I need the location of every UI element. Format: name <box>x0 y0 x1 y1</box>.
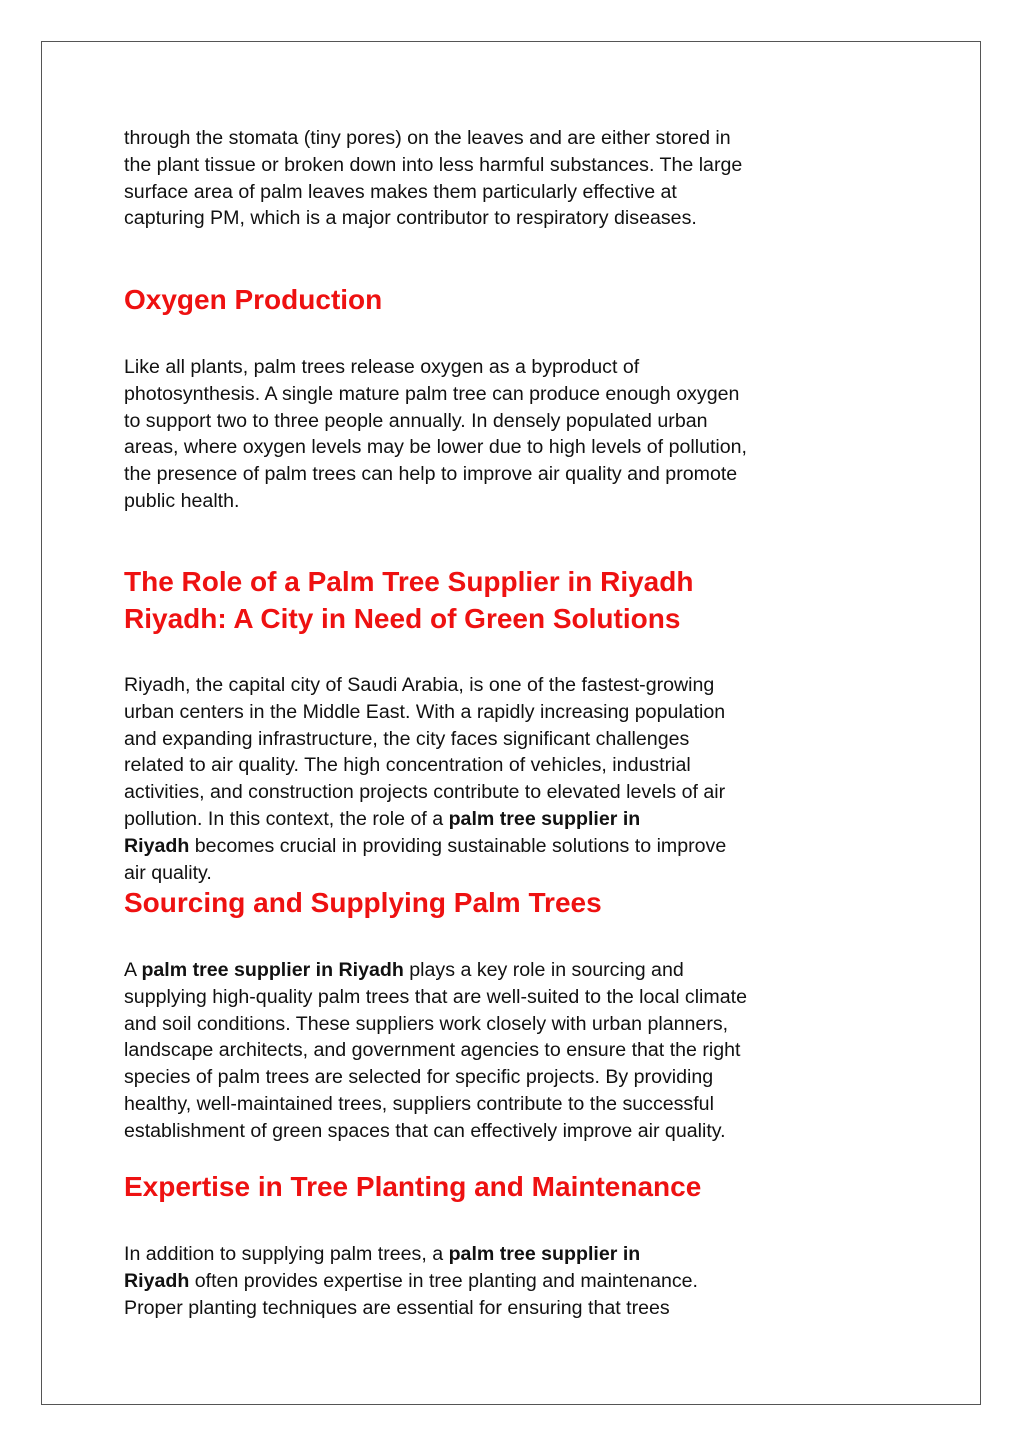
text-line: supplying high-quality palm trees that are well-suited to the local climate <box>124 985 747 1008</box>
text-line: the plant tissue or broken down into less harmful substances. The large <box>124 153 743 176</box>
text-line: species of palm trees are selected for specific projects. By providing <box>124 1066 714 1089</box>
text-line: public health. <box>124 489 240 512</box>
bold-keyword: palm tree supplier in <box>448 1243 641 1265</box>
text-line <box>124 1241 904 1268</box>
text-line: landscape architects, and government agencies to ensure that the right <box>124 1039 741 1062</box>
text-line: areas, where oxygen levels may be lower due to high levels of pollution, <box>124 436 748 459</box>
text-line: Proper planting techniques are essential for ensuring that trees <box>124 1296 670 1319</box>
text-run: pollution. In this context, the role of a <box>124 807 449 830</box>
text-line <box>124 833 904 860</box>
paragraph-expertise <box>124 1241 904 1321</box>
text-line: air quality. <box>124 861 212 884</box>
bold-keyword: palm tree supplier in Riyadh <box>141 959 404 981</box>
text-run: often provides expertise in tree planting and maintenance. <box>189 1269 699 1292</box>
heading-line: The Role of a Palm Tree Supplier in Riyadh <box>124 566 694 597</box>
text-line: and expanding infrastructure, the city faces significant challenges <box>124 727 690 750</box>
paragraph-oxygen <box>124 354 904 515</box>
bold-keyword: Riyadh <box>124 834 190 857</box>
text-line: capturing PM, which is a major contributor to respiratory diseases. <box>124 207 697 230</box>
text-line: urban centers in the Middle East. With a rapidly increasing population <box>124 700 726 723</box>
text-run: plays a key role in sourcing and <box>403 959 684 981</box>
text-line: establishment of green spaces that can effectively improve air quality. <box>124 1119 726 1142</box>
text-line <box>124 806 904 833</box>
heading-role-of-supplier <box>124 563 904 637</box>
heading-sourcing: Sourcing and Supplying Palm Trees <box>124 887 602 918</box>
bold-keyword: Riyadh <box>124 1269 190 1292</box>
text-line: and soil conditions. These suppliers work closely with urban planners, <box>124 1012 729 1035</box>
text-line: Riyadh, the capital city of Saudi Arabia, is one of the fastest-growing <box>124 674 715 696</box>
bold-keyword: palm tree supplier in <box>448 807 641 830</box>
text-line: the presence of palm trees can help to improve air quality and promote <box>124 463 738 486</box>
text-line: photosynthesis. A single mature palm tree can produce enough oxygen <box>124 382 740 405</box>
paragraph-stomata <box>124 125 904 232</box>
text-line: through the stomata (tiny pores) on the leaves and are either stored in <box>124 127 731 149</box>
text-line: to support two to three people annually. In densely populated urban <box>124 409 708 432</box>
text-line: activities, and construction projects contribute to elevated levels of air <box>124 781 726 804</box>
heading-oxygen-production: Oxygen Production <box>124 284 383 315</box>
text-run: becomes crucial in providing sustainable solutions to improve <box>189 834 727 857</box>
paragraph-sourcing <box>124 957 904 1145</box>
text-run: In addition to supplying palm trees, a <box>124 1243 449 1265</box>
text-line: related to air quality. The high concentration of vehicles, industrial <box>124 754 691 777</box>
paragraph-riyadh <box>124 672 904 886</box>
text-line <box>124 1268 904 1295</box>
text-line: healthy, well-maintained trees, suppliers contribute to the successful <box>124 1092 714 1115</box>
text-line: Like all plants, palm trees release oxygen as a byproduct of <box>124 356 640 378</box>
text-line <box>124 957 904 984</box>
heading-line: Riyadh: A City in Need of Green Solutions <box>124 603 681 634</box>
text-line: surface area of palm leaves makes them particularly effective at <box>124 180 677 203</box>
heading-expertise: Expertise in Tree Planting and Maintenance <box>124 1171 702 1202</box>
text-run: A <box>124 959 142 981</box>
